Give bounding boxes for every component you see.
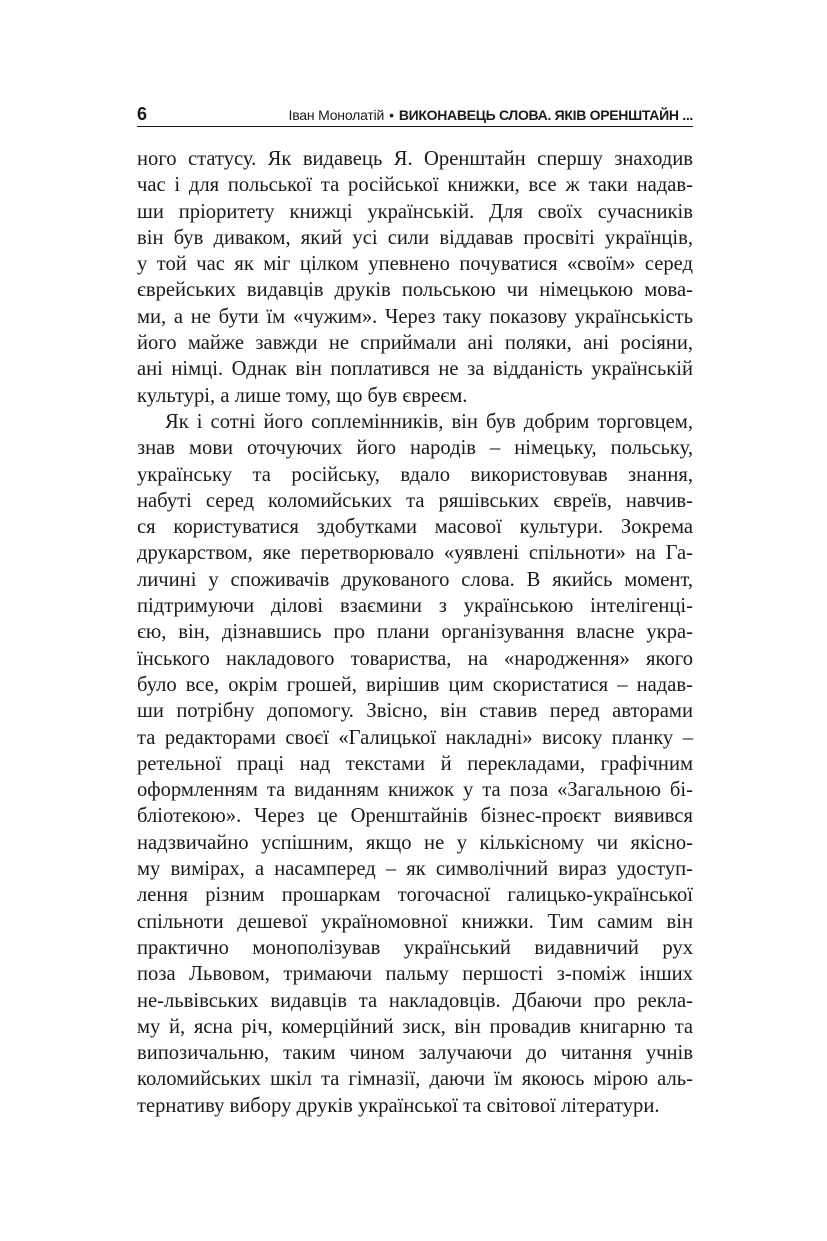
- text-line: набуті серед коломийських та ряшівських євреїв, навчив-: [137, 489, 693, 512]
- text-line: му й, ясна річ, комерційний зиск, він провадив книгарню та: [137, 1015, 693, 1038]
- text-line: практично монополізував український видавничий рух: [137, 936, 693, 959]
- text-line: знав мови оточуючих його народів – німецьку, польську,: [137, 437, 693, 460]
- text-line: коломийських шкіл та гімназії, даючи їм якоюсь мірою аль-: [137, 1068, 693, 1091]
- running-head-title: ВИКОНАВЕЦЬ СЛОВА. ЯКІВ ОРЕНШТАЙН ...: [398, 107, 693, 123]
- running-head: [289, 106, 693, 124]
- text-line: у той час як міг цілком упевнено почуватися «своїм» серед: [137, 253, 693, 276]
- text-line: час і для польської та російської книжки, все ж таки надав-: [137, 174, 693, 197]
- text-line: лення різним прошаркам тогочасної галицько-української: [137, 884, 693, 907]
- page-number: 6: [137, 104, 148, 124]
- text-line: ся користуватися здобутками масової культури. Зокрема: [137, 516, 693, 539]
- paragraph: [137, 146, 693, 409]
- text-line: му вимірах, а насамперед – як символічний вираз удоступ-: [137, 858, 693, 881]
- text-line: українську та російську, вдало використовував знання,: [137, 463, 693, 486]
- text-line: було все, окрім грошей, вирішив цим скористатися – надав-: [137, 673, 693, 696]
- text-line: підтримуючи ділові взаємини з українською інтелігенці-: [137, 595, 693, 618]
- text-line: друкарством, яке перетворювало «уявлені спільноти» на Га-: [137, 542, 693, 565]
- text-line: культурі, а лише тому, що був євреєм.: [137, 384, 468, 407]
- running-header: [137, 104, 693, 127]
- text-line: личині у споживачів друкованого слова. В якийсь момент,: [137, 568, 693, 591]
- running-head-author: Іван Монолатій: [288, 107, 385, 123]
- text-line: ного статусу. Як видавець Я. Оренштайн спершу знаходив: [137, 148, 693, 170]
- text-line: спільноти дешевої україномовної книжки. Тим самим він: [137, 910, 693, 933]
- text-line: його майже завжди не сприймали ані поляки, ані росіяни,: [137, 332, 693, 355]
- text-line: поза Львовом, тримаючи пальму першості з-поміж інших: [137, 963, 693, 986]
- text-line: єврейських видавців друків польською чи німецькою мова-: [137, 279, 693, 302]
- text-line: ши потрібну допомогу. Звісно, він ставив перед авторами: [137, 700, 693, 723]
- text-line: він був диваком, який усі сили віддавав просвіті українців,: [137, 226, 693, 249]
- body-text: [137, 146, 693, 1119]
- text-line: бліотекою». Через це Оренштайнів бізнес-проєкт виявився: [137, 805, 693, 828]
- text-line: єю, він, дізнавшись про плани організування власне укра-: [137, 621, 693, 644]
- text-line: ані німці. Однак він поплатився не за відданість українській: [137, 358, 693, 381]
- text-line: ши пріоритету книжці українській. Для своїх сучасників: [137, 200, 693, 223]
- text-line: тернативу вибору друків української та світової літератури.: [137, 1094, 660, 1117]
- text-line: надзвичайно успішним, якщо не у кількісному чи якісно-: [137, 831, 693, 854]
- text-line: не-львівських видавців та накладовців. Дбаючи про рекла-: [137, 989, 693, 1012]
- paragraph: [137, 409, 693, 1119]
- text-line: випозичальню, таким чином залучаючи до читання учнів: [137, 1042, 693, 1065]
- running-head-separator: •: [389, 107, 394, 123]
- text-line: оформленням та виданням книжок у та поза «Загальною бі-: [137, 779, 693, 802]
- text-line: ми, а не бути їм «чужим». Через таку показову українськість: [137, 305, 693, 328]
- text-line: Як і сотні його соплемінників, він був добрим торговцем,: [165, 410, 693, 433]
- text-line: ретельної праці над текстами й перекладами, графічним: [137, 752, 693, 775]
- text-line: їнського накладового товариства, на «народження» якого: [137, 647, 693, 670]
- text-line: та редакторами своєї «Галицької накладні» високу планку –: [137, 726, 693, 749]
